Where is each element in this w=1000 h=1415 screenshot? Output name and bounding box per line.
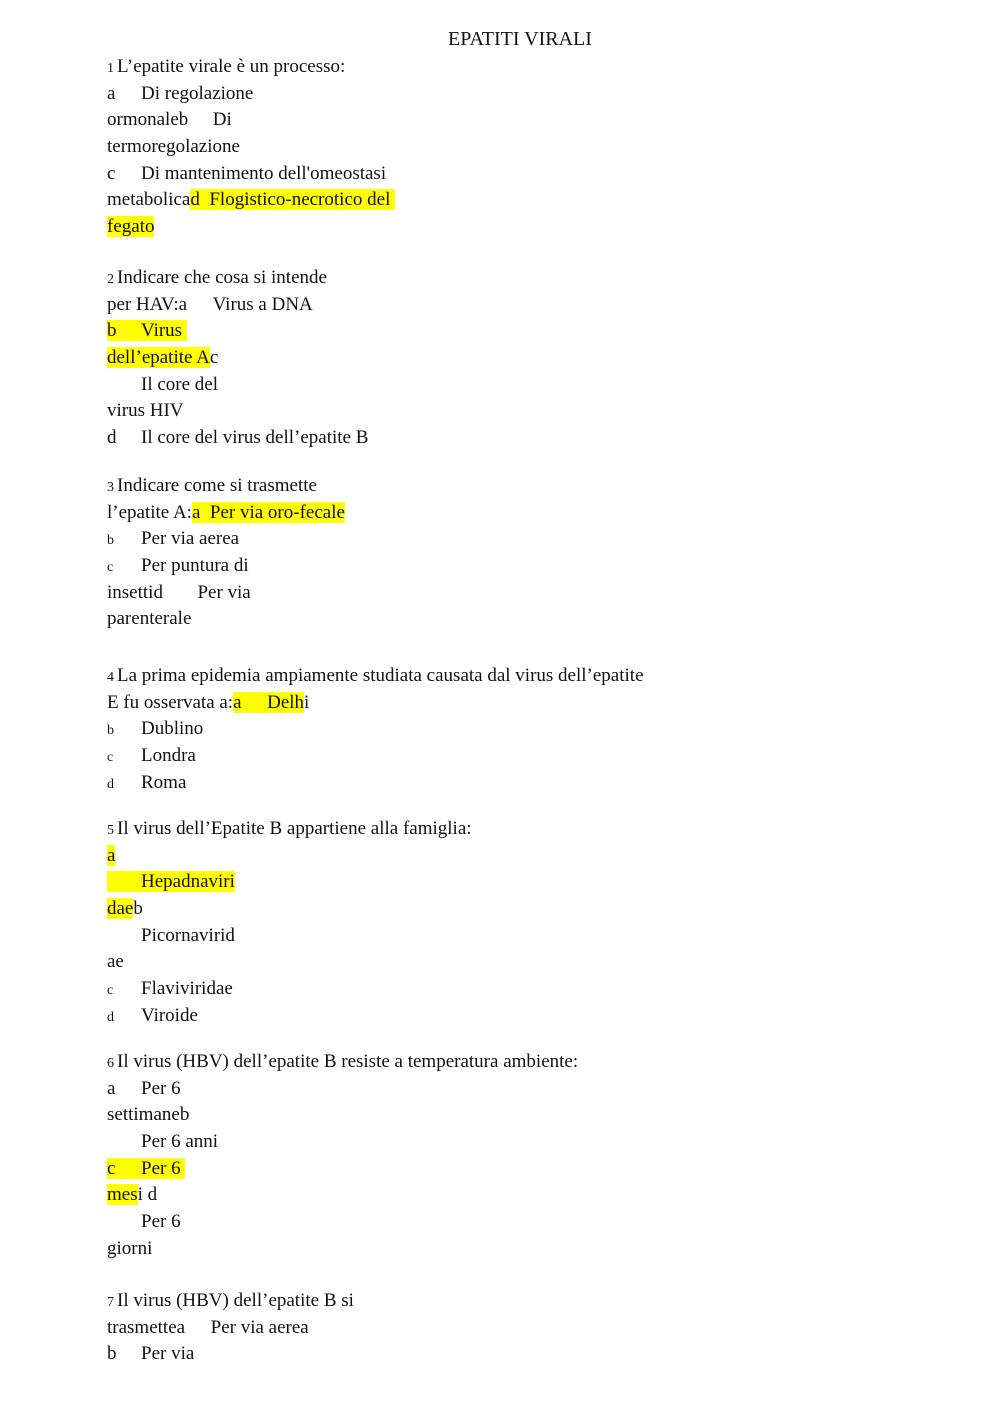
option-c: Per puntura di bbox=[141, 555, 249, 577]
option-a-highlighted: a Per via oro-fecale bbox=[191, 501, 345, 523]
question-text: Il virus (HBV) dell’epatite B si bbox=[117, 1290, 354, 1311]
option-b: Picornavirid bbox=[141, 924, 235, 946]
option-a: Di regolazione bbox=[141, 82, 254, 104]
question-text: L’epatite virale è un processo: bbox=[117, 56, 346, 77]
question-text-cont: E fu osservata a: bbox=[107, 691, 234, 713]
question-text: Il virus (HBV) dell’epatite B resiste a temperatura ambiente: bbox=[117, 1051, 579, 1072]
question-text-cont: per HAV: bbox=[107, 293, 179, 315]
question-number: 6 bbox=[107, 1056, 114, 1071]
option-d: Per via bbox=[197, 581, 251, 603]
option-a-cont: ormonale bbox=[107, 109, 179, 131]
option-c: Il core del bbox=[141, 373, 219, 395]
option-d: Viroide bbox=[141, 1004, 198, 1026]
option-a-letter-highlighted: a bbox=[107, 844, 116, 866]
option-a: Per via aerea bbox=[210, 1316, 309, 1338]
question-1: 1 L’epatite virale è un processo: a Di regolazione ormonaleb Di termoregolazione c Di mantenimento dell'omeostasi metabolicad Flogistico-necrotico del fegato bbox=[107, 54, 867, 241]
option-c: Di mantenimento dell'omeostasi bbox=[141, 162, 387, 184]
option-a-highlighted: a Delh bbox=[233, 691, 305, 713]
option-b: Dublino bbox=[141, 718, 204, 740]
option-b: Di bbox=[212, 109, 232, 131]
option-b: Per via bbox=[141, 1343, 195, 1365]
option-c-highlighted: c Per 6 bbox=[107, 1158, 185, 1179]
question-number: 1 bbox=[107, 61, 114, 76]
option-c-cont: virus HIV bbox=[107, 400, 184, 422]
option-b-cont: termoregolazione bbox=[107, 136, 240, 158]
option-d: Roma bbox=[141, 771, 187, 793]
option-a: Per 6 bbox=[141, 1077, 181, 1099]
question-3: 3 Indicare come si trasmette l’epatite A:a Per via oro-fecale b Per via aerea c Per puntura di insettid Per via parenterale bbox=[107, 475, 345, 630]
option-b-cont: ae bbox=[107, 951, 124, 973]
question-number: 4 bbox=[107, 670, 114, 685]
option-d-cont: giorni bbox=[107, 1237, 153, 1259]
question-number: 5 bbox=[107, 823, 114, 838]
option-a: Virus a DNA bbox=[212, 293, 313, 315]
option-b-highlighted: b Virus bbox=[107, 320, 187, 341]
option-d: Il core del virus dell’epatite B bbox=[141, 427, 369, 449]
option-d: Per 6 bbox=[141, 1211, 181, 1233]
option-c-cont-highlighted: mes bbox=[107, 1184, 138, 1206]
question-5: 5 Il virus dell’Epatite B appartiene alla famiglia: a Hepadnaviri daeb Picornavirid ae c Flaviviridae d Viroide bbox=[107, 818, 472, 1026]
question-number: 2 bbox=[107, 272, 114, 287]
option-a-cont: settimane bbox=[107, 1104, 180, 1126]
question-4: 4 La prima epidemia ampiamente studiata causata dal virus dell’epatite E fu osservata a:a Delhi b Dublino c Londra d Roma bbox=[107, 665, 644, 793]
question-2: 2 Indicare che cosa si intende per HAV:a Virus a DNA b Virus dell’epatite Ac Il core del virus HIV d Il core del virus dell’epatite B bbox=[107, 267, 369, 449]
option-c: Londra bbox=[141, 745, 196, 767]
question-text: Indicare come si trasmette bbox=[117, 475, 317, 496]
option-b-cont-highlighted: dell’epatite A bbox=[107, 347, 210, 369]
question-text: La prima epidemia ampiamente studiata causata dal virus dell’epatite bbox=[117, 665, 644, 686]
question-text-cont: trasmette bbox=[107, 1316, 177, 1338]
option-c-cont: insetti bbox=[107, 581, 154, 603]
option-d-cont: parenterale bbox=[107, 608, 192, 630]
option-b: Per via aerea bbox=[141, 528, 240, 550]
option-d-highlighted: d Flogistico-necrotico del bbox=[190, 189, 395, 210]
question-number: 3 bbox=[107, 480, 114, 495]
question-text: Il virus dell’Epatite B appartiene alla famiglia: bbox=[117, 818, 472, 839]
question-7: 7 Il virus (HBV) dell’epatite B si trasmettea Per via aerea b Per via bbox=[107, 1290, 354, 1365]
question-text-cont: l’epatite A: bbox=[107, 501, 192, 523]
option-b: Per 6 anni bbox=[141, 1131, 219, 1153]
question-text: Indicare che cosa si intende bbox=[117, 267, 327, 288]
question-6: 6 Il virus (HBV) dell’epatite B resiste a temperatura ambiente: a Per 6 settimaneb Per 6 anni c Per 6 mesi d Per 6 giorni bbox=[107, 1051, 579, 1259]
option-a-cont-highlighted: dae bbox=[107, 898, 134, 920]
option-d-cont-highlighted: fegato bbox=[107, 216, 155, 238]
option-a-highlighted: Hepadnaviri bbox=[107, 871, 235, 892]
option-c: Flaviviridae bbox=[141, 978, 233, 1000]
page-title: EPATITI VIRALI bbox=[448, 28, 592, 50]
question-number: 7 bbox=[107, 1295, 114, 1310]
option-c-cont: metabolica bbox=[107, 189, 191, 211]
